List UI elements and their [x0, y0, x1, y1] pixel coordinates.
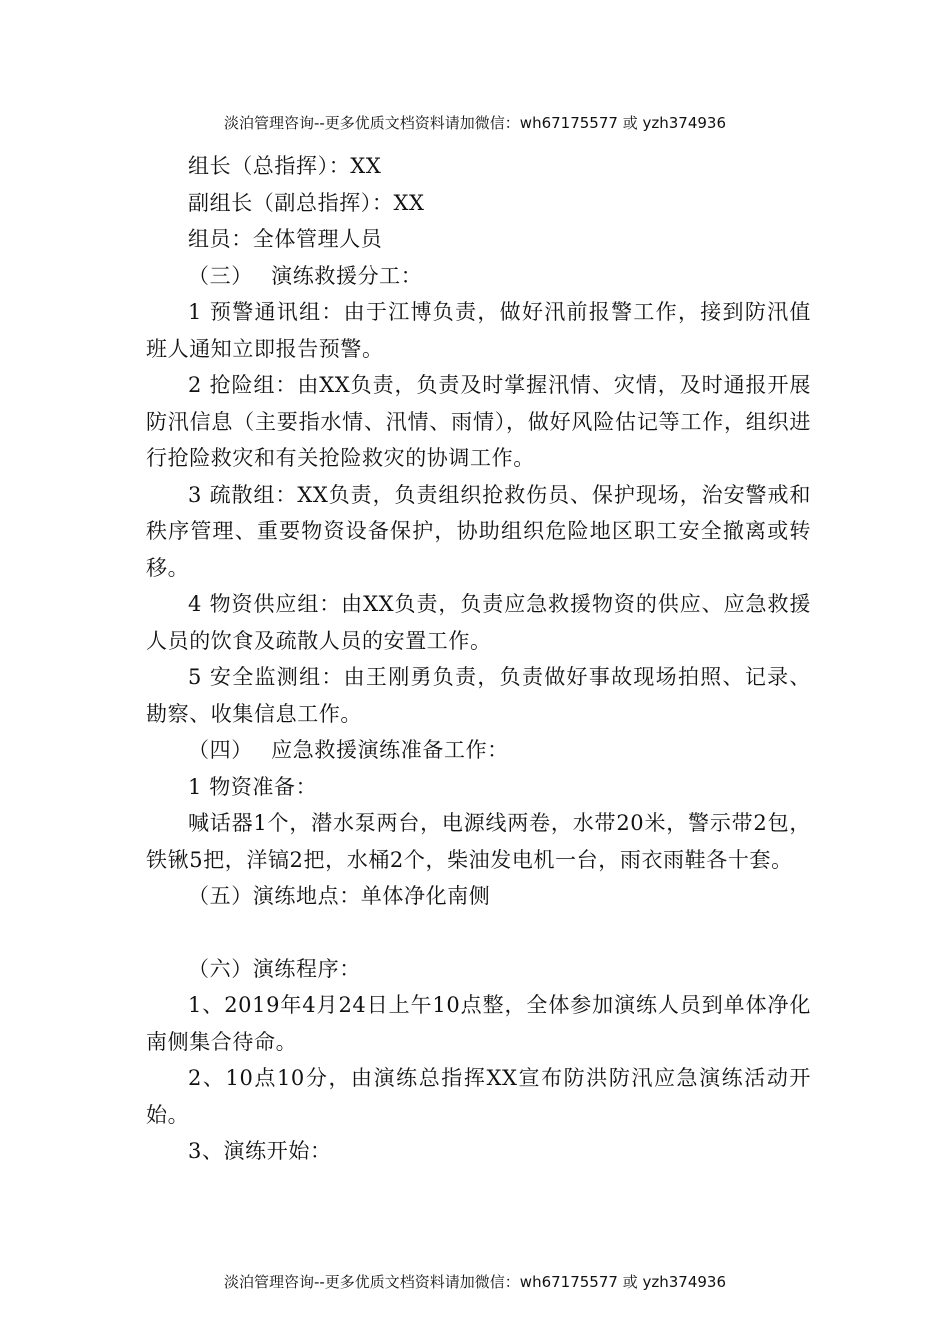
section-heading-3: （三） 演练救援分工： — [188, 263, 423, 288]
paragraph-deputy-leader: 副组长（副总指挥）：XX — [188, 190, 425, 215]
paragraph-monitoring-group: 5 安全监测组：由王刚勇负责，负责做好事故现场拍照、记录、勘察、收集信息工作。 — [146, 665, 811, 726]
blank-line — [146, 915, 811, 951]
section-heading-4: （四） 应急救援演练准备工作： — [188, 738, 509, 762]
page-footer: 淡泊管理咨询--更多优质文档资料请加微信：wh67175577 或 yzh374936 — [223, 1273, 726, 1291]
paragraph-warning-group: 1 预警通讯组：由于江博负责，做好汛前报警工作，接到防汛值班人通知立即报告预警。 — [146, 300, 811, 361]
paragraph-step-1: 1、2019年4月24日上午10点整，全体参加演练人员到单体净化南侧集合待命。 — [146, 993, 811, 1054]
paragraph-material-list: 喊话器1个，潜水泵两台，电源线两卷，水带20米，警示带2包，铁锹5把，洋镐2把，水桶2个，柴油发电机一台，雨衣雨鞋各十套。 — [146, 811, 811, 872]
section-heading-5: （五）演练地点：单体净化南侧 — [188, 884, 491, 908]
page-header: 淡泊管理咨询--更多优质文档资料请加微信：wh67175577 或 yzh374936 — [223, 114, 726, 132]
section-heading-6: （六）演练程序： — [188, 956, 361, 981]
paragraph-members: 组员：全体管理人员 — [188, 227, 383, 251]
paragraph-step-3: 3、演练开始： — [188, 1139, 332, 1163]
paragraph-team-leader: 组长（总指挥）：XX — [188, 154, 382, 178]
paragraph-evacuation-group: 3 疏散组：XX负责，负责组织抢救伤员、保护现场，治安警戒和秩序管理、重要物资设备保护，协助组织危险地区职工安全撤离或转移。 — [146, 482, 811, 580]
paragraph-rescue-group: 2 抢险组：由XX负责，负责及时掌握汛情、灾情，及时通报开展防汛信息（主要指水情、汛情、雨情），做好风险估记等工作，组织进行抢险救灾和有关抢险救灾的协调工作。 — [146, 373, 811, 470]
paragraph-supply-group: 4 物资供应组：由XX负责，负责应急救援物资的供应、应急救援人员的饮食及疏散人员的安置工作。 — [146, 592, 811, 653]
document-body — [146, 148, 811, 1170]
paragraph-step-2: 2、10点10分，由演练总指挥XX宣布防洪防汛应急演练活动开始。 — [146, 1066, 811, 1127]
paragraph-material-prep: 1 物资准备： — [188, 774, 318, 799]
